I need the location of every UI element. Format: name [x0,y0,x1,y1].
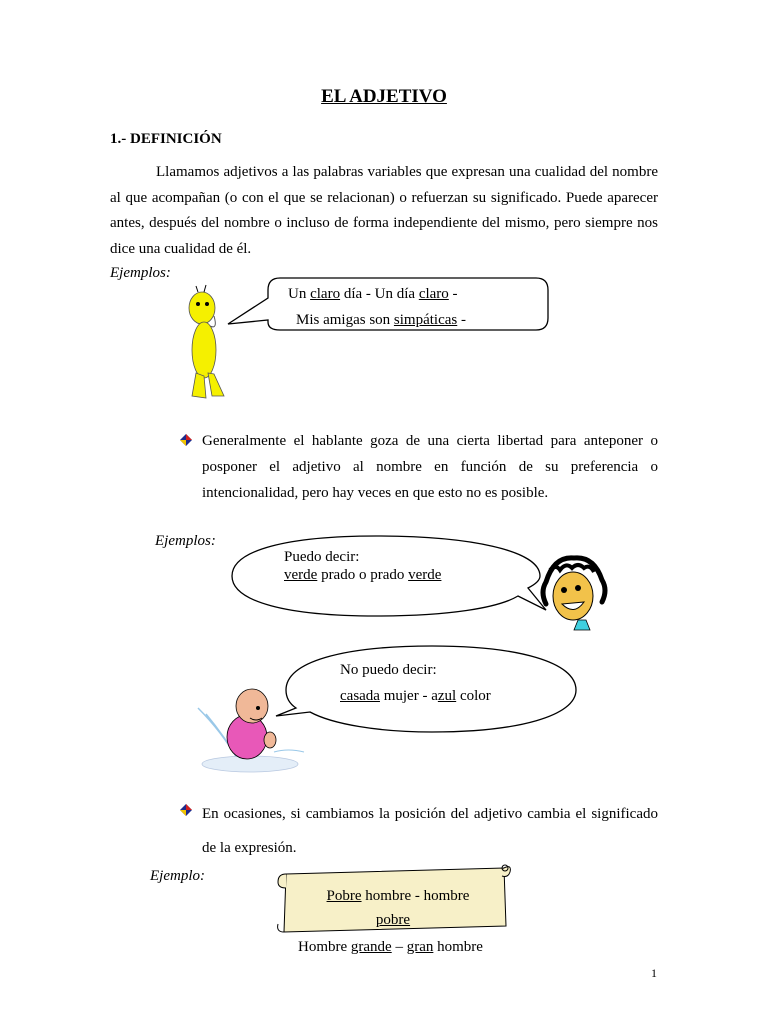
example4-line3: Hombre grande – gran hombre [298,939,483,955]
bullet-paragraph-1: Generalmente el hablante goza de una cierta libertad para anteponer o posponer el adjetivo al nombre en función de su preferencia o intencionalidad, pero hay veces en que esto no es posible. [202,433,658,501]
example4-line1: Pobre hombre - hombre [326,888,470,904]
example3-line: casada mujer - azul color [340,688,491,704]
page-number: 1 [651,966,657,980]
diamond-bullet-icon [178,804,194,818]
example1-line1: Un claro día - Un día claro - [288,286,458,302]
yellow-figure-icon [189,285,224,398]
bald-man-icon [198,689,304,772]
page-title: EL ADJETIVO [321,86,447,107]
curly-hair-face-icon [543,558,605,630]
bullet-paragraph-2: En ocasiones, si cambiamos la posición del adjetivo cambia el significado de la expresión. [202,806,658,856]
intro-paragraph: Llamamos adjetivos a las palabras variables que expresan una cualidad del nombre al que acompañan (o con el que se relacionan) o refuerzan su significado. Puede aparecer antes, después del nombre o incluso de forma independiente del mismo, pero siempre nos dice una cualidad de él. [110,164,658,257]
examples-label-1: Ejemplos: [110,265,171,281]
examples-label-3: Ejemplo: [150,868,205,884]
example2-intro: Puedo decir: [284,549,360,565]
section-heading: 1.- DEFINICIÓN [110,131,222,147]
diamond-bullet-icon [178,434,194,448]
example2-graphic [228,530,648,640]
examples-label-2: Ejemplos: [155,533,216,549]
example4-line2: pobre [375,912,411,928]
example1-line2: Mis amigas son simpáticas - [296,312,466,328]
example2-line: verde prado o prado verde [284,567,442,583]
example3-intro: No puedo decir: [340,662,437,678]
